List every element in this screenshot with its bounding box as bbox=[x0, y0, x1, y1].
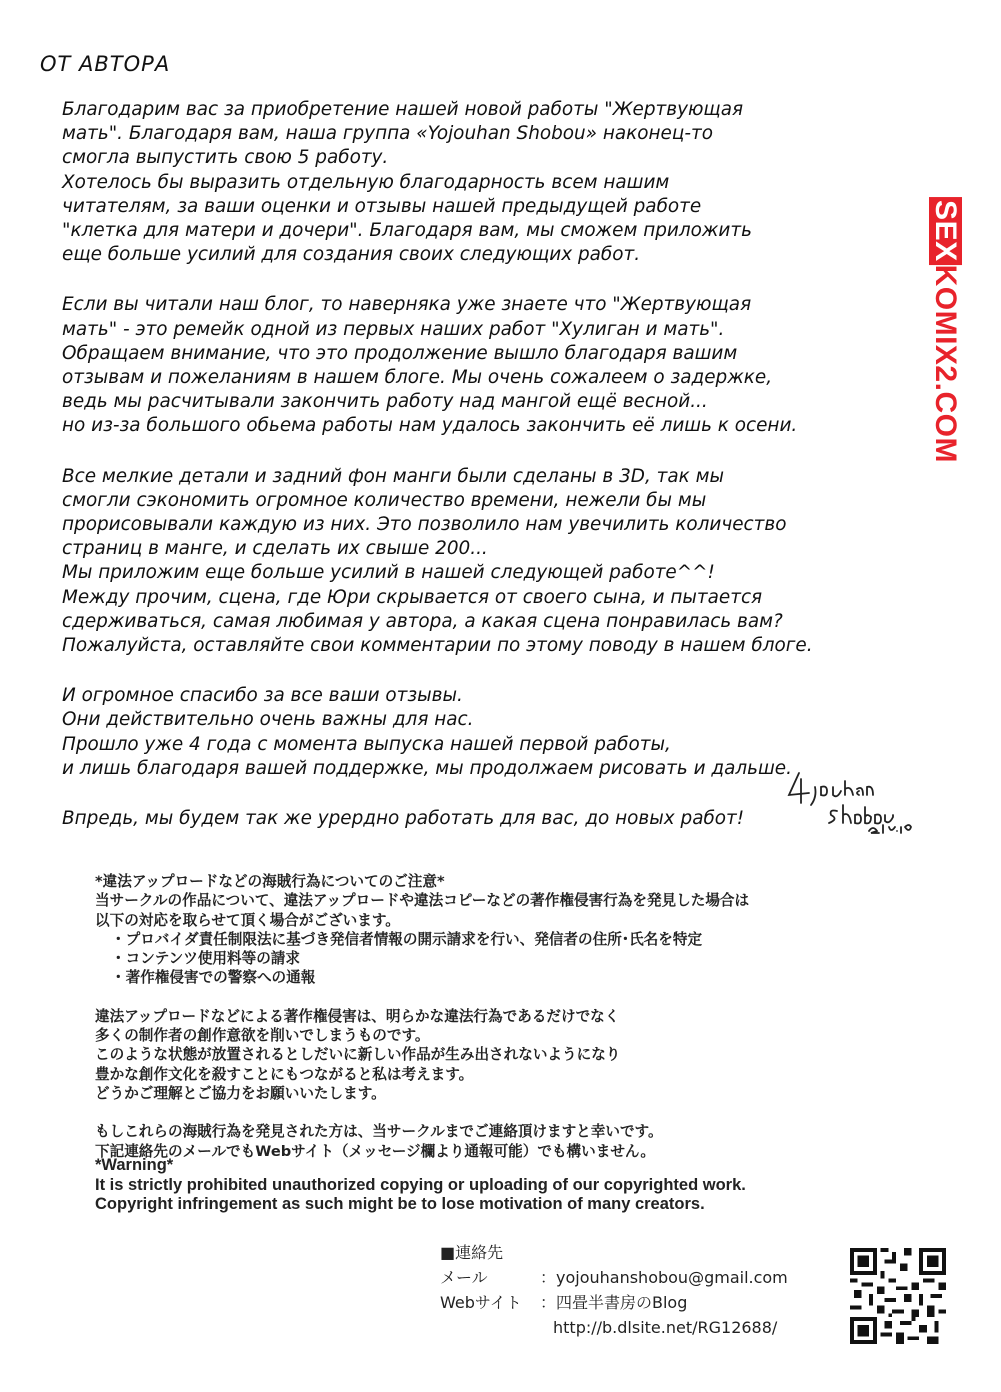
notice-bullet: ・プロバイダ責任制限法に基づき発信者情報の開示請求を行い、発信者の住所･氏名を特定 bbox=[111, 930, 703, 948]
paragraph-line: ведь мы расчитывали закончить работу над мангой ещё весной... bbox=[62, 391, 708, 413]
paragraph-line: Между прочим, сцена, где Юри скрывается от своего сына, и пытается bbox=[62, 586, 763, 608]
watermark-text bbox=[928, 197, 962, 463]
contact-web-row bbox=[440, 1290, 840, 1315]
paragraph-line: Обращаем внимание, что это продолжение вышло благодаря вашим bbox=[62, 342, 738, 364]
paragraph-line: Пожалуйста, оставляйте свои комментарии по этому поводу в нашем блоге. bbox=[62, 635, 813, 657]
notice-para2-line: 豊かな創作文化を殺すことにもつながると私は考えます。 bbox=[95, 1065, 474, 1083]
notice-bullet: ・コンテンツ使用料等の請求 bbox=[111, 950, 300, 968]
watermark-sex: SEX bbox=[929, 197, 962, 265]
contact-url-row bbox=[440, 1315, 840, 1340]
warning-line: Copyright infringement as such might be to lose motivation of many creators. bbox=[95, 1195, 705, 1213]
notice-para3-line: 下記連絡先のメールでもWebサイト（メッセージ欄より通報可能）でも構いません。 bbox=[95, 1142, 655, 1160]
paragraph-line: Впредь, мы будем так же урердно работать для вас, до новых работ! bbox=[62, 808, 745, 830]
web-label: Webサイト bbox=[440, 1293, 522, 1312]
notice-para2-line: 違法アップロードなどによる著作権侵害は、明らかな違法行為であるだけでなく bbox=[95, 1007, 620, 1025]
blog-url-link[interactable]: http://b.dlsite.net/RG12688/ bbox=[553, 1318, 778, 1337]
paragraph-line: читателям, за ваши оценки и отзывы нашей предыдущей работе bbox=[62, 195, 702, 217]
paragraph-line: смогли сэкономить огромное количество времени, нежели бы мы bbox=[62, 489, 707, 511]
notice-bullet: ・著作権侵害での警察への通報 bbox=[111, 969, 316, 987]
notice-intro-line: 以下の対応を取らせて頂く場合がございます。 bbox=[95, 911, 400, 929]
paragraph-line: Прошло уже 4 года с момента выпуска нашей первой работы, bbox=[62, 733, 671, 755]
paragraph bbox=[62, 465, 892, 659]
site-watermark bbox=[900, 200, 990, 463]
paragraph-line: Благодарим вас за приобретение нашей новой работы "Жертвующая bbox=[62, 99, 744, 120]
notice-para2-line: 多くの制作者の創作意欲を削いでしまうものです。 bbox=[95, 1027, 430, 1045]
contact-mail-row bbox=[440, 1265, 840, 1290]
mail-value: ：yojouhanshobou@gmail.com bbox=[540, 1268, 788, 1287]
notice-title: *違法アップロードなどの海賊行為についてのご注意* bbox=[95, 873, 445, 890]
paragraph-line: И огромное спасибо за все ваши отзывы. bbox=[62, 685, 463, 707]
warning-title: *Warning* bbox=[95, 1156, 174, 1174]
contact-block bbox=[440, 1240, 840, 1340]
paragraph-line: мать". Благодаря вам, наша группа «Yojouhan Shobou» наконец-то bbox=[62, 123, 713, 145]
jp-notice bbox=[95, 872, 855, 1161]
watermark-rest: KOMIX2.COM bbox=[929, 264, 962, 463]
warning-line: It is strictly prohibited unauthorized copying or uploading of our copyrighted work. bbox=[95, 1175, 746, 1194]
paragraph-line: мать" - это ремейк одной из первых наших работ "Хулиган и мать". bbox=[62, 318, 725, 340]
paragraph-line: смогла выпустить свою 5 работу. bbox=[62, 147, 389, 169]
page-heading: ОТ АВТОРА bbox=[40, 52, 171, 76]
paragraph-line: Хотелось бы выразить отдельную благодарность всем нашим bbox=[62, 171, 670, 193]
paragraph-line: отзывам и пожеланиям в нашем блоге. Мы очень сожалеем о задержке, bbox=[62, 367, 773, 389]
web-value: ：四畳半書房のBlog bbox=[540, 1293, 688, 1312]
paragraph bbox=[62, 684, 892, 781]
author-signature bbox=[785, 765, 945, 835]
paragraph bbox=[62, 807, 892, 831]
qr-code bbox=[850, 1248, 946, 1344]
contact-heading-row bbox=[440, 1240, 840, 1265]
notice-para3-line: もしこれらの海賊行為を発見された方は、当サークルまでご連絡頂けますと幸いです。 bbox=[95, 1123, 663, 1141]
paragraph-line: и лишь благодаря вашей поддержке, мы продолжаем рисовать и дальше. bbox=[62, 757, 792, 779]
paragraph-line: еще больше усилий для создания своих следующих работ. bbox=[62, 244, 641, 266]
notice-para2-line: どうかご理解とご協力をお願いいたします。 bbox=[95, 1084, 386, 1102]
paragraph-line: сдерживаться, самая любимая у автора, а какая сцена понравилась вам? bbox=[62, 610, 783, 632]
notice-intro-line: 当サークルの作品について、違法アップロードや違法コピーなどの著作権侵害行為を発見した場合は bbox=[95, 892, 750, 910]
paragraph-line: "клетка для матери и дочери". Благодаря вам, мы сможем приложить bbox=[62, 220, 752, 242]
contact-heading: ■連絡先 bbox=[440, 1243, 504, 1262]
paragraph bbox=[62, 98, 892, 267]
mail-label: メール bbox=[440, 1268, 488, 1287]
paragraph-line: Если вы читали наш блог, то наверняка уже знаете что "Жертвующая bbox=[62, 294, 752, 316]
paragraph-line: Все мелкие детали и задний фон манги были сделаны в 3D, так мы bbox=[62, 465, 724, 487]
paragraph bbox=[62, 293, 892, 438]
author-note-body bbox=[62, 98, 892, 857]
notice-para2-line: このような状態が放置されるとしだいに新しい作品が生み出されないようになり bbox=[95, 1046, 621, 1064]
paragraph-line: Они действительно очень важны для нас. bbox=[62, 709, 474, 731]
en-warning bbox=[95, 1156, 855, 1215]
paragraph-line: Мы приложим еще больше усилий в нашей следующей работе^^! bbox=[62, 562, 715, 584]
paragraph-line: прорисовывали каждую из них. Это позволило нам увечилить количество bbox=[62, 514, 787, 536]
paragraph-line: но из-за большого обьема работы нам удалось закончить её лишь к осени. bbox=[62, 415, 798, 437]
paragraph-line: страниц в манге, и сделать их свыше 200... bbox=[62, 538, 488, 560]
